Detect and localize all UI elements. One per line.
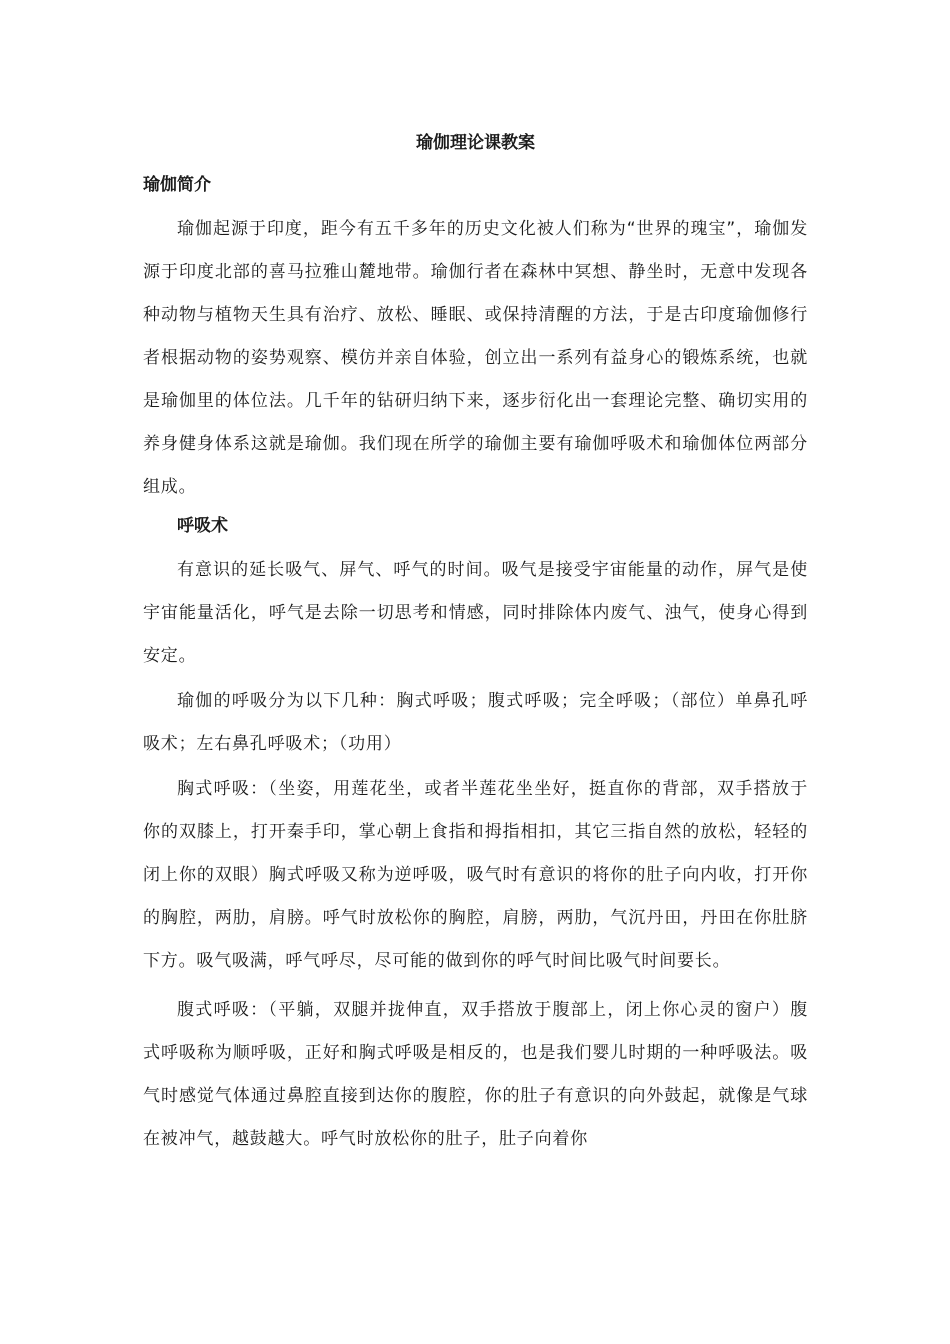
document-title: 瑜伽理论课教案 bbox=[416, 133, 535, 153]
paragraph-breathing-definition: 有意识的延长吸气、屏气、呼气的时间。吸气是接受宇宙能量的动作，屏气是使宇宙能量活化，呼气是去除一切思考和情感，同时排除体内废气、浊气，使身心得到安定。 bbox=[143, 560, 808, 666]
paragraph-breathing-types: 瑜伽的呼吸分为以下几种：胸式呼吸；腹式呼吸；完全呼吸；（部位）单鼻孔呼吸术；左右鼻孔呼吸术；（功用） bbox=[143, 691, 808, 754]
section-heading-yoga-intro: 瑜伽简介 bbox=[143, 175, 211, 195]
paragraph-yoga-intro: 瑜伽起源于印度，距今有五千多年的历史文化被人们称为“世界的瑰宝”，瑜伽发源于印度北部的喜马拉雅山麓地带。瑜伽行者在森林中冥想、静坐时，无意中发现各种动物与植物天生具有治疗、放松、睡眠、或保持清醒的方法，于是古印度瑜伽修行者根据动物的姿势观察、模仿并亲自体验，创立出一系列有益身心的锻炼系统，也就是瑜伽里的体位法。几千年的钻研归纳下来，逐步衍化出一套理论完整、确切实用的养身健身体系这就是瑜伽。我们现在所学的瑜伽主要有瑜伽呼吸术和瑜伽体位两部分组成。 bbox=[143, 219, 808, 497]
paragraph-abdominal-breathing: 腹式呼吸：（平躺，双腿并拢伸直，双手搭放于腹部上，闭上你心灵的窗户）腹式呼吸称为顺呼吸，正好和胸式呼吸是相反的，也是我们婴儿时期的一种呼吸法。吸气时感觉气体通过鼻腔直接到达你的腹腔，你的肚子有意识的向外鼓起，就像是气球在被冲气，越鼓越大。呼气时放松你的肚子，肚子向着你 bbox=[143, 1000, 808, 1149]
section-heading-breathing: 呼吸术 bbox=[177, 516, 228, 536]
document-body bbox=[143, 128, 808, 1161]
paragraph-chest-breathing: 胸式呼吸：（坐姿，用莲花坐，或者半莲花坐坐好，挺直你的背部，双手搭放于你的双膝上，打开秦手印，掌心朝上食指和拇指相扣，其它三指自然的放松，轻轻的闭上你的双眼）胸式呼吸又称为逆呼吸，吸气时有意识的将你的肚子向内收，打开你的胸腔，两肋，肩膀。呼气时放松你的胸腔，肩膀，两肋，气沉丹田，丹田在你肚脐下方。吸气吸满，呼气呼尽，尽可能的做到你的呼气时间比吸气时间要长。 bbox=[143, 779, 808, 971]
